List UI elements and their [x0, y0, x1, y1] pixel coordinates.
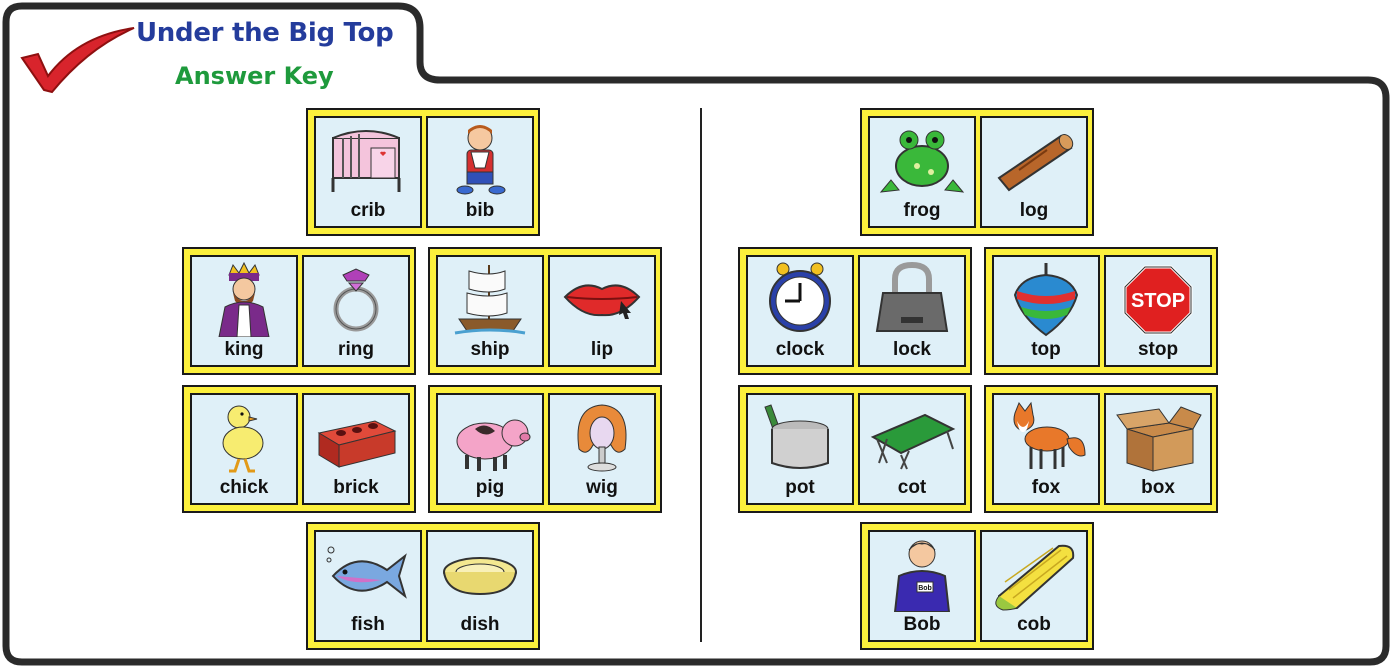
word-pair [738, 385, 972, 513]
card-word: dish [460, 614, 500, 635]
boy-bib-icon [435, 122, 525, 198]
crib-icon [323, 122, 413, 198]
boy-bob-icon [877, 536, 967, 612]
card-word: clock [775, 339, 825, 360]
picture-card [858, 255, 966, 367]
picture-card [992, 255, 1100, 367]
picture-card [314, 530, 422, 642]
picture-card [548, 255, 656, 367]
chick-icon [199, 399, 289, 475]
fox-icon [1001, 399, 1091, 475]
picture-card [436, 393, 544, 505]
picture-card [868, 116, 976, 228]
checkmark-icon [18, 22, 138, 94]
box-icon [1113, 399, 1203, 475]
word-pair [306, 522, 540, 650]
card-word: lock [892, 339, 932, 360]
frog-icon [877, 122, 967, 198]
word-pair [860, 108, 1094, 236]
king-icon [199, 261, 289, 337]
fish-icon [323, 536, 413, 612]
name-badge-text: Bob [918, 585, 932, 592]
pot-icon [755, 399, 845, 475]
word-pair [738, 247, 972, 375]
picture-card [980, 116, 1088, 228]
card-word: log [1019, 200, 1049, 221]
card-word: wig [586, 477, 618, 498]
dish-icon [435, 536, 525, 612]
page-title: Under the Big Top [136, 18, 394, 48]
picture-card [1104, 255, 1212, 367]
cot-icon [867, 399, 957, 475]
picture-card [426, 116, 534, 228]
picture-card [302, 393, 410, 505]
picture-card [980, 530, 1088, 642]
center-divider [700, 108, 702, 642]
card-word: Bob [903, 614, 941, 635]
picture-card [992, 393, 1100, 505]
card-word: ship [470, 339, 510, 360]
word-pair [182, 247, 416, 375]
picture-card [302, 255, 410, 367]
card-word: pig [475, 477, 505, 498]
page-subtitle: Answer Key [175, 62, 334, 90]
picture-card [190, 393, 298, 505]
stop-sign-icon [1113, 261, 1203, 337]
word-pair [182, 385, 416, 513]
picture-card [746, 393, 854, 505]
spinning-top-icon [1001, 261, 1091, 337]
picture-card [746, 255, 854, 367]
wig-icon [557, 399, 647, 475]
word-pair [984, 385, 1218, 513]
padlock-icon [867, 261, 957, 337]
card-word: king [224, 339, 264, 360]
stop-sign-text: STOP [1130, 290, 1186, 312]
word-pair [984, 247, 1218, 375]
ship-icon [445, 261, 535, 337]
word-pair [428, 385, 662, 513]
card-word: frog [903, 200, 941, 221]
card-word: pot [785, 477, 815, 498]
word-pair [860, 522, 1094, 650]
word-pair [306, 108, 540, 236]
card-word: top [1031, 339, 1061, 360]
card-word: cot [897, 477, 927, 498]
card-word: cob [1017, 614, 1051, 635]
picture-card [1104, 393, 1212, 505]
corn-cob-icon [989, 536, 1079, 612]
picture-card [858, 393, 966, 505]
picture-card [190, 255, 298, 367]
brick-icon [311, 399, 401, 475]
card-word: fish [351, 614, 385, 635]
card-word: bib [465, 200, 495, 221]
card-word: stop [1137, 339, 1179, 360]
card-word: chick [219, 477, 269, 498]
log-icon [989, 122, 1079, 198]
card-word: fox [1031, 477, 1061, 498]
pig-icon [445, 399, 535, 475]
ring-icon [311, 261, 401, 337]
card-word: ring [338, 339, 374, 360]
card-word: lip [590, 339, 614, 360]
lips-icon [557, 261, 647, 337]
card-word: crib [350, 200, 386, 221]
picture-card [436, 255, 544, 367]
picture-card [314, 116, 422, 228]
card-word: box [1141, 477, 1175, 498]
picture-card [868, 530, 976, 642]
word-pair [428, 247, 662, 375]
picture-card [426, 530, 534, 642]
clock-icon [755, 261, 845, 337]
picture-card [548, 393, 656, 505]
card-word: brick [333, 477, 379, 498]
